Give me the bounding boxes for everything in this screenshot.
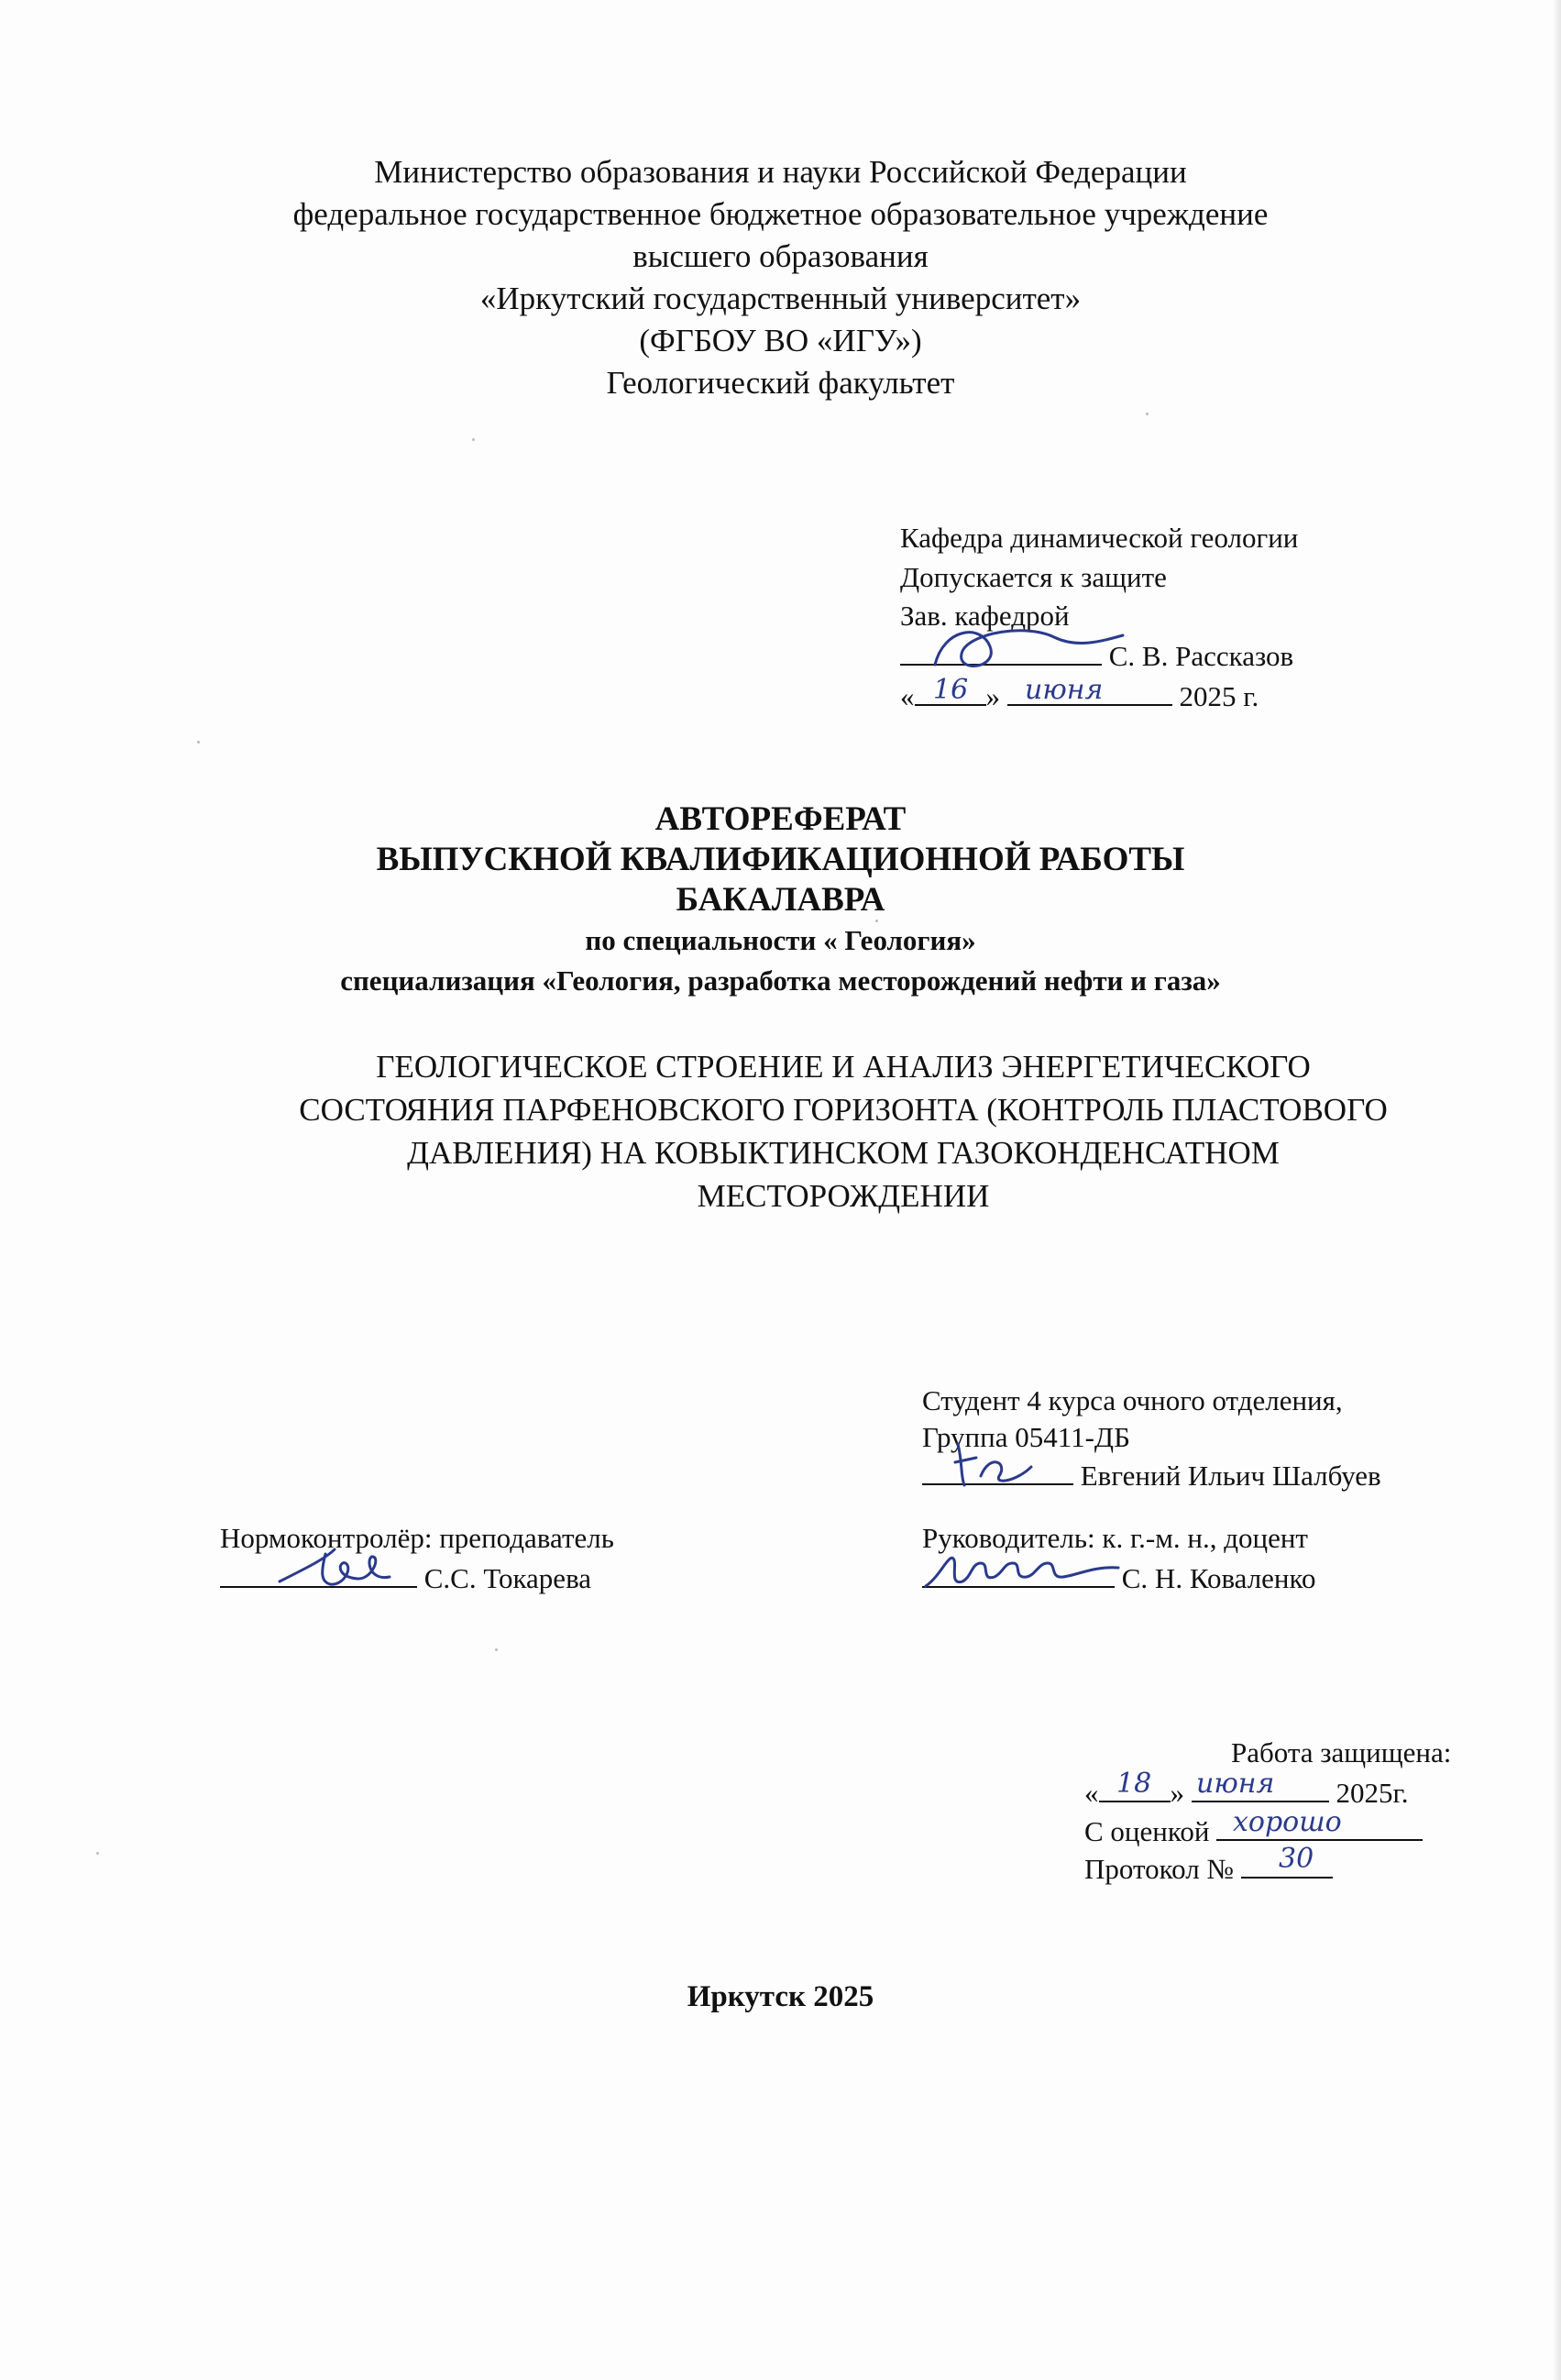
student-signature-icon [944, 1435, 1045, 1494]
scan-speck [1146, 413, 1149, 415]
scan-speck [96, 1852, 99, 1855]
head-name: С. В. Рассказов [1108, 640, 1294, 672]
normcontrol-name: С.С. Токарева [423, 1562, 592, 1594]
defense-month-handwritten: июня [1196, 1768, 1275, 1800]
header-line: федеральное государственное бюджетное образовательное учреждение [292, 196, 1269, 232]
defense-year: 2025г. [1336, 1777, 1409, 1809]
quote-close: » [985, 680, 1000, 712]
normcontrol-label: Нормоконтролёр: преподаватель [220, 1522, 614, 1554]
topic-line: СОСТОЯНИЯ ПАРФЕНОВСКОГО ГОРИЗОНТА (КОНТРОЛЬ ПЛАСТОВОГО [299, 1092, 1388, 1128]
quote-open: « [1084, 1777, 1099, 1809]
header-line: «Иркутский государственный университет» [479, 281, 1082, 316]
approval-year: 2025 г. [1179, 680, 1259, 712]
quote-close: » [1170, 1777, 1184, 1809]
topic-line: МЕСТОРОЖДЕНИИ [697, 1178, 990, 1214]
quote-open: « [900, 680, 915, 712]
scan-edge [1552, 0, 1561, 2380]
header-line: (ФГБОУ ВО «ИГУ») [639, 323, 922, 358]
student-group: Группа 05411-ДБ [922, 1421, 1130, 1453]
title-line: АВТОРЕФЕРАТ [654, 800, 907, 838]
scan-speck [197, 741, 200, 744]
approval-day-handwritten: 16 [933, 674, 969, 706]
protocol-handwritten: 30 [1279, 1843, 1314, 1875]
specialty-line: по специальности « Геология» [585, 924, 976, 956]
supervisor-label: Руководитель: к. г.-м. н., доцент [922, 1522, 1308, 1554]
grade-label: С оценкой [1084, 1815, 1210, 1847]
title-line: ВЫПУСКНОЙ КВАЛИФИКАЦИОННОЙ РАБОТЫ [376, 841, 1185, 878]
ministry-header [0, 151, 1561, 404]
grade-handwritten: хорошо [1233, 1806, 1342, 1838]
department-label: Кафедра динамической геологии [900, 522, 1299, 554]
protocol-label: Протокол № [1084, 1853, 1234, 1885]
thesis-topic [220, 1045, 1467, 1218]
scan-speck [495, 1648, 498, 1651]
header-line: Министерство образования и науки Российской Федерации [374, 154, 1187, 190]
specialization-line: специализация «Геология, разработка месторождений нефти и газа» [340, 964, 1221, 997]
header-line: высшего образования [632, 238, 929, 274]
approval-month-handwritten: июня [1025, 674, 1104, 706]
defense-day-handwritten: 18 [1116, 1768, 1152, 1800]
admitted-label: Допускается к защите [900, 561, 1167, 593]
title-line: БАКАЛАВРА [676, 881, 885, 919]
header-line: Геологический факультет [606, 365, 955, 401]
document-title [0, 799, 1561, 1001]
supervisor-signature-icon [921, 1549, 1123, 1595]
student-name: Евгений Ильич Шалбуев [1080, 1460, 1381, 1492]
defense-label: Работа защищена: [1231, 1736, 1452, 1768]
city-year: Иркутск 2025 [687, 1980, 874, 2013]
scan-speck [472, 438, 475, 441]
topic-line: ГЕОЛОГИЧЕСКОЕ СТРОЕНИЕ И АНАЛИЗ ЭНЕРГЕТИЧЕСКОГО [376, 1049, 1311, 1085]
student-course: Студент 4 курса очного отделения, [922, 1384, 1343, 1416]
scan-speck [875, 920, 878, 922]
topic-line: ДАВЛЕНИЯ) НА КОВЫКТИНСКОМ ГАЗОКОНДЕНСАТНОМ [407, 1135, 1280, 1171]
head-label: Зав. кафедрой [900, 600, 1070, 632]
supervisor-name: С. Н. Коваленко [1121, 1562, 1316, 1594]
normcontrol-signature-icon [270, 1540, 408, 1595]
